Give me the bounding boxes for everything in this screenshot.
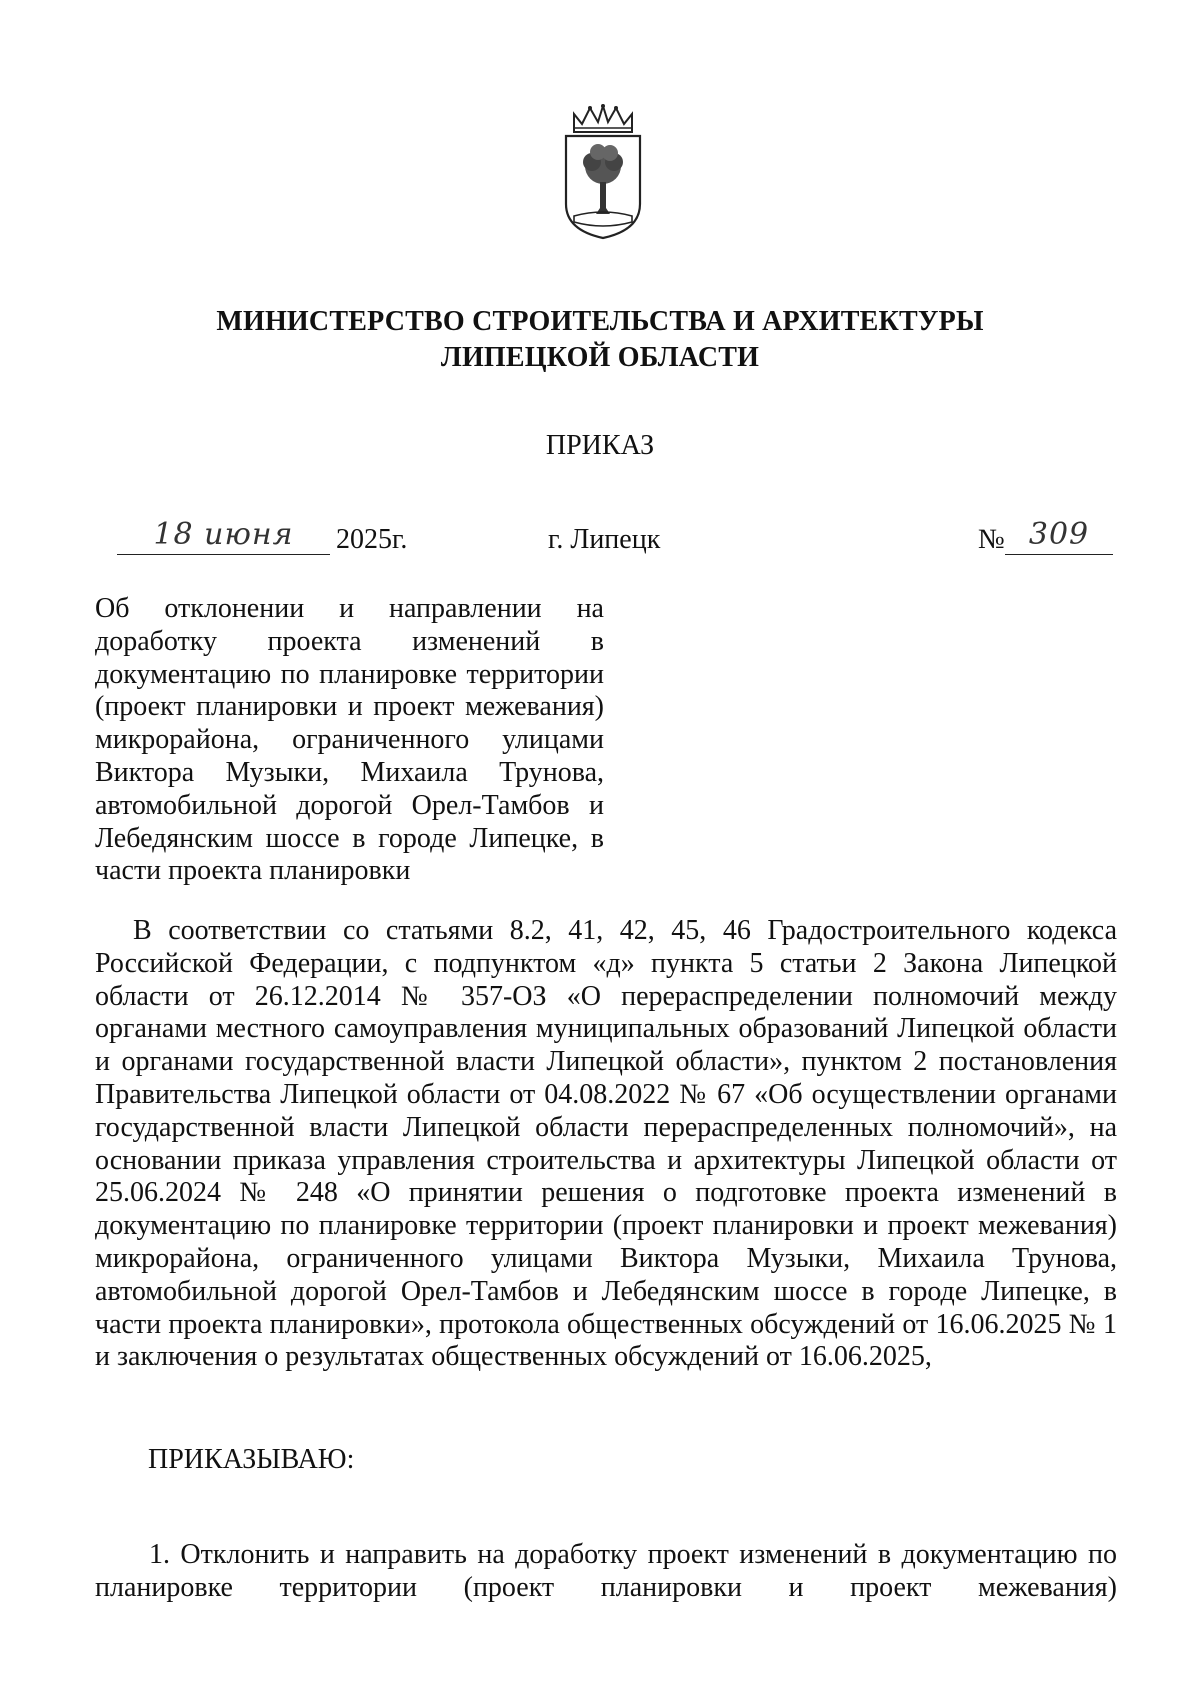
decree-word: ПРИКАЗЫВАЮ: <box>148 1444 355 1475</box>
coat-of-arms-icon <box>560 104 646 242</box>
handwritten-date: 18 июня <box>117 516 330 555</box>
order-preamble: В соответствии со статьями 8.2, 41, 42, 45, 46 Градостроительного кодекса Российской Федерации, с подпунктом «д» пункта 5 статьи 2 Закона Липецкой области от 26.12.2014 № 357-ОЗ «О перераспределении полномочий между органами местного самоуправления муниципальных образований Липецкой области и органами государственной власти Липецкой области», пунктом 2 постановления Правительства Липецкой области от 04.08.2022 № 67 «Об осуществлении органами государственной власти Липецкой области перераспределенных полномочий», на основании приказа управления строительства и архитектуры Липецкой области от 25.06.2024 № 248 «О принятии решения о подготовке проекта изменений в документацию по планировке территории (проект планировки и проект межевания) микрорайона, ограниченного улицами Виктора Музыки, Михаила Трунова, автомобильной дорогой Орел-Тамбов и Лебедянским шоссе в городе Липецке, в части проекта планировки», протокола общественных обсуждений от 16.06.2025 № 1 и заключения о результатах общественных обсуждений от 16.06.2025, <box>95 915 1117 1373</box>
order-item-1: 1. Отклонить и направить на доработку проект изменений в документацию по планировке территории (проект планировки и проект межевания) <box>95 1539 1117 1603</box>
date-year: 2025г. <box>336 524 408 555</box>
number-label: № <box>978 524 1005 555</box>
dateline <box>0 517 1200 568</box>
city: г. Липецк <box>548 524 661 555</box>
order-subject: Об отклонении и направлении на доработку проекта изменений в документацию по планировке территории (проект планировки и проект межевания) микрорайона, ограниченного улицами Виктора Музыки, Михаила Трунова, автомобильной дорогой Орел-Тамбов и Лебедянским шоссе в городе Липецке, в части проекта планировки <box>95 593 604 887</box>
handwritten-number: 309 <box>1005 516 1113 555</box>
ministry-name-line1: МИНИСТЕРСТВО СТРОИТЕЛЬСТВА И АРХИТЕКТУРЫ <box>216 306 984 337</box>
document-type: ПРИКАЗ <box>545 430 655 461</box>
ministry-name-line2: ЛИПЕЦКОЙ ОБЛАСТИ <box>440 342 760 373</box>
